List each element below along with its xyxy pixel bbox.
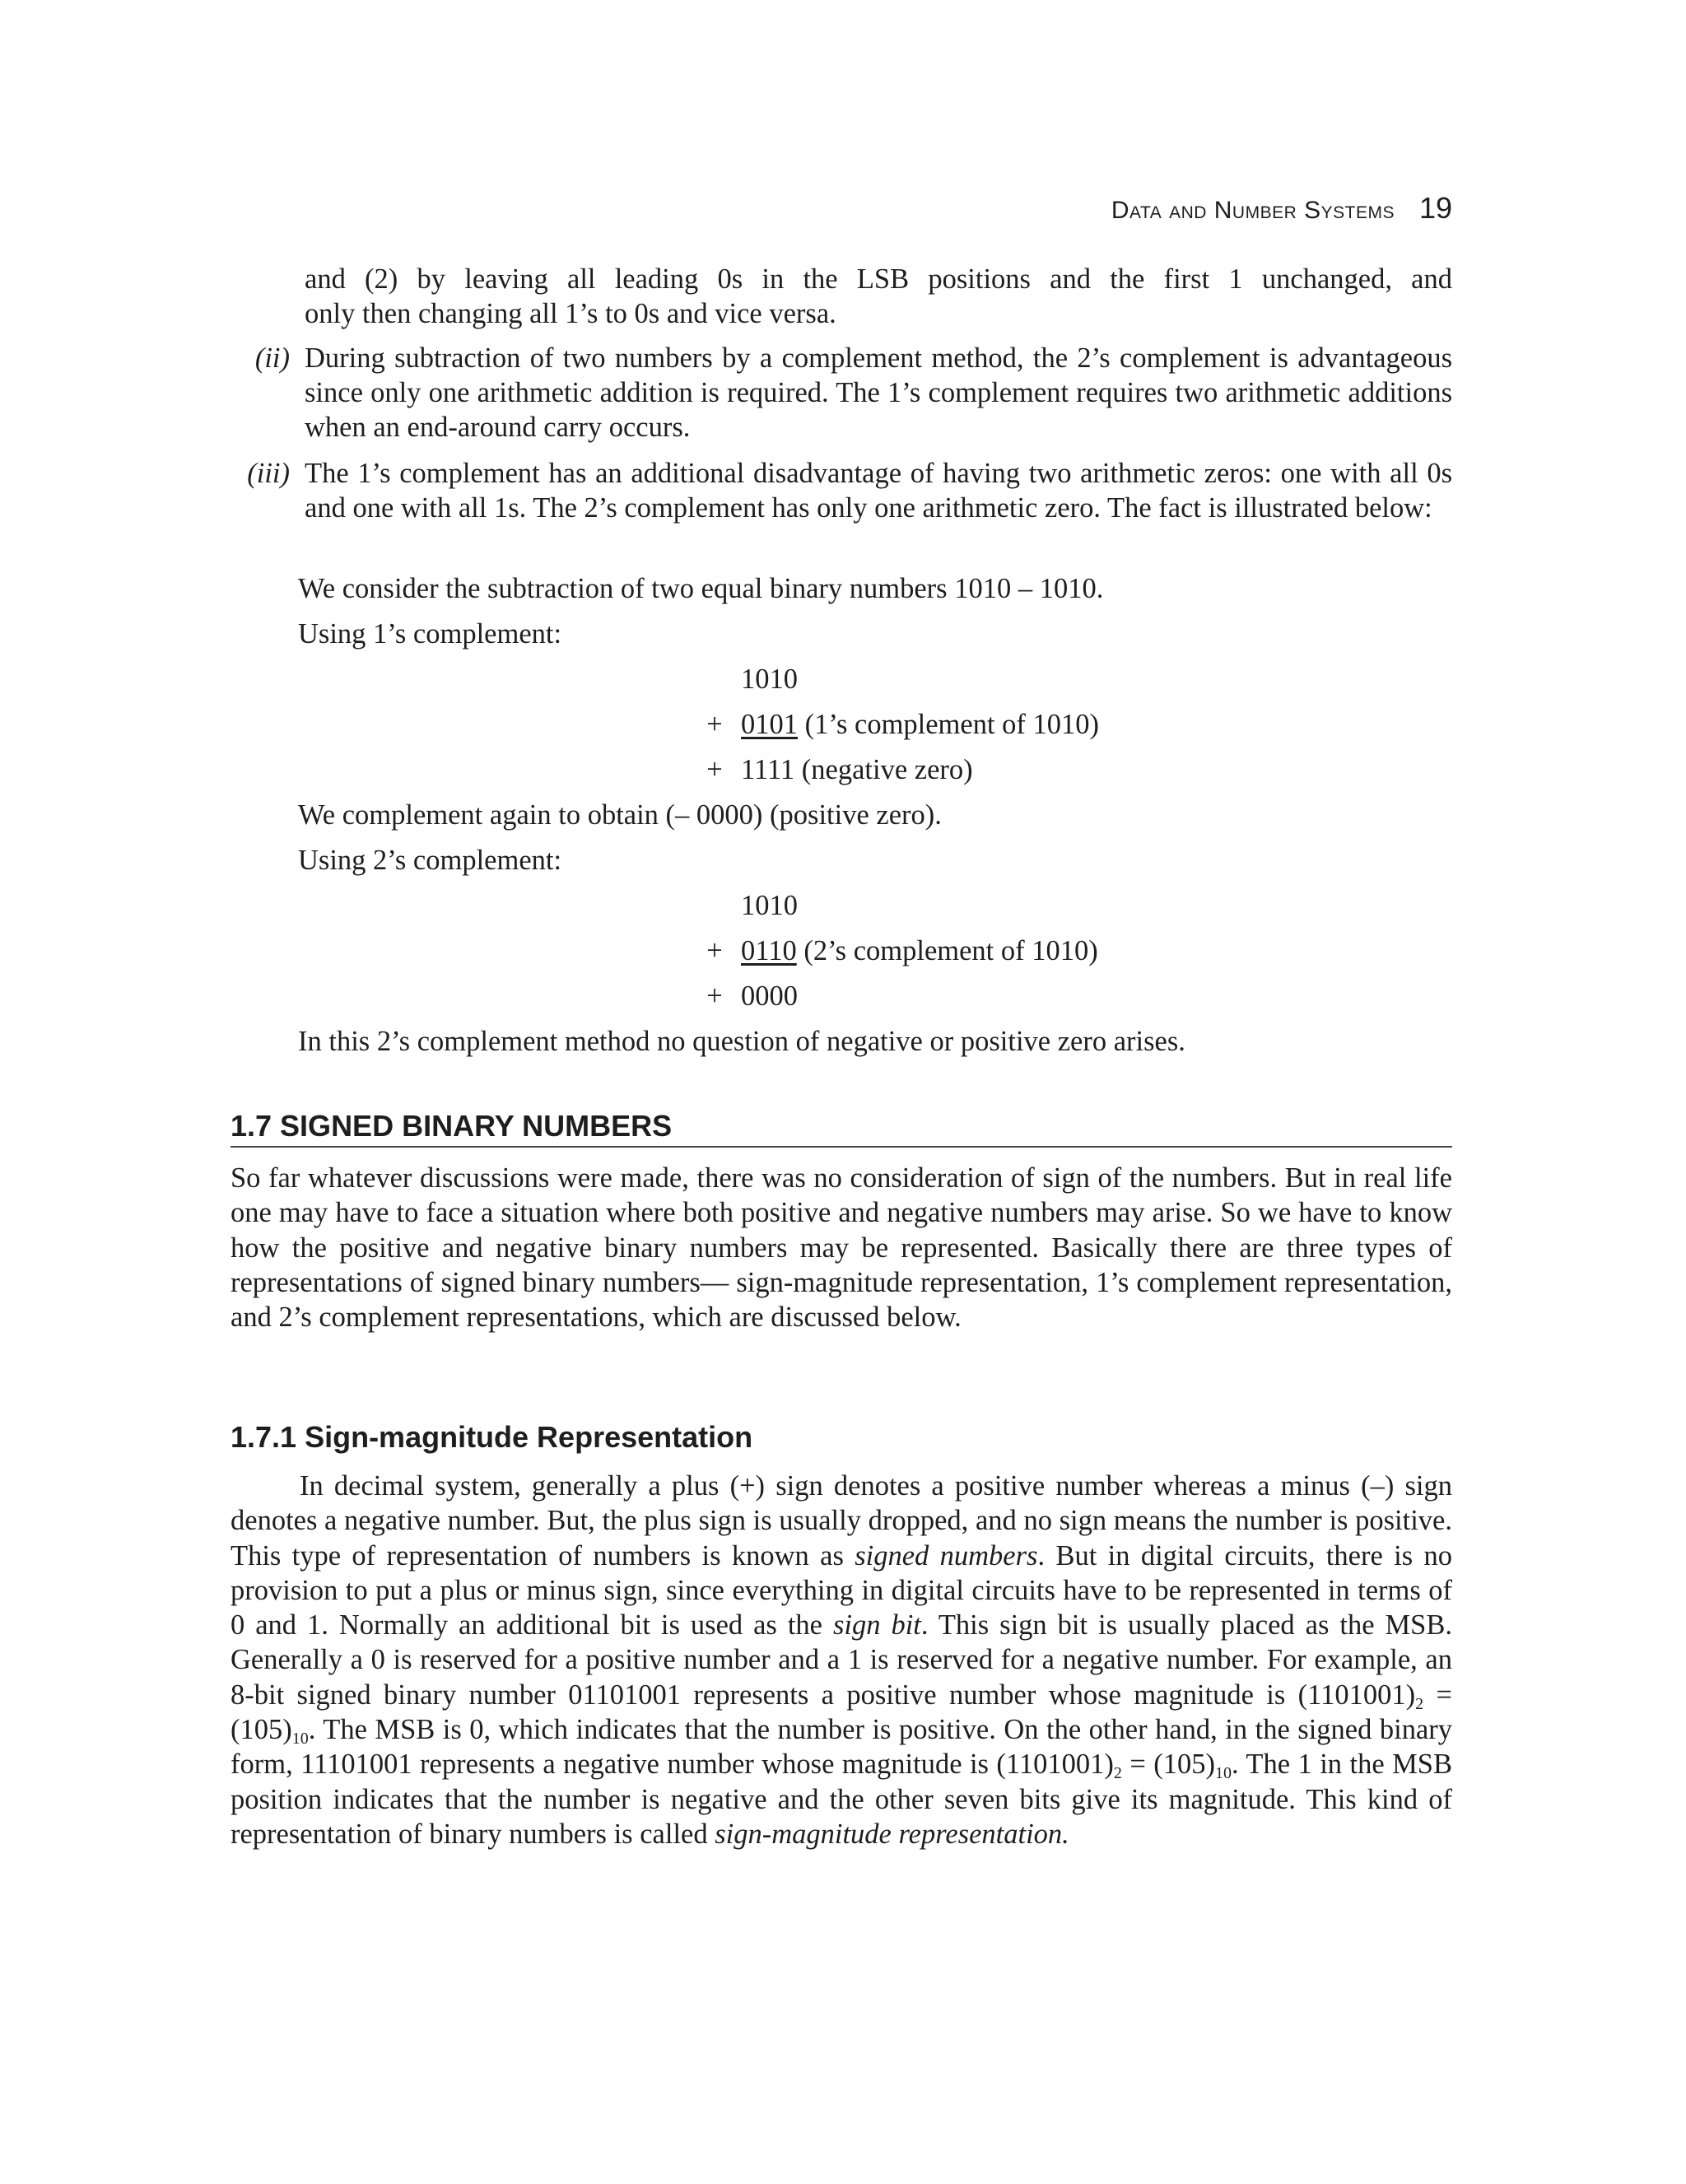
text-run: . But in digital circuits, there is no provision to put a plus or minus sign, since everything in digital circuits have to be represented in terms of 0 and 1. Normally an additional bit is used as the <box>231 1539 1453 1641</box>
section-paragraph: So far whatever discussions were made, there was no consideration of sign of the numbers. But in real life one may have to face a situation where both positive and negative numbers may arise. So we have to know how the positive and negative binary numbers may be represented. Basically there are three types of representations of signed binary numbers— sign-magnitude representation, 1’s complement representation, and 2’s complement representations, which are discussed below. <box>231 1162 1452 1334</box>
list-number: (iii) <box>247 458 290 489</box>
text-run: . The MSB is 0, which indicates that the number is positive. On the other hand, in the signed binary form, 11101001 represents a negative number whose magnitude is (1101001) <box>231 1714 1452 1781</box>
twos-line-1: 1010 <box>741 890 798 921</box>
ones-line-2 <box>741 707 1099 742</box>
twos-line-3: 0000 <box>741 980 798 1012</box>
continuation-line-2: only then changing all 1’s to 0s and vice versa. <box>305 298 836 329</box>
example-intro: We consider the subtraction of two equal binary numbers 1010 – 1010. <box>298 573 1104 604</box>
twos-complement-label: Using 2’s complement: <box>298 845 562 876</box>
ones-complement-note: (1’s complement of 1010) <box>798 709 1100 740</box>
running-title: Data and Number Systems <box>1111 197 1395 224</box>
text-run: . The 1 in the MSB position indicates that the number is negative and the other seven bits give its magnitude. This kind of representation of binary numbers is called <box>231 1749 1452 1850</box>
ones-line-1: 1010 <box>741 664 798 695</box>
emphasis-sign-magnitude-representation: sign-magnitude representation. <box>715 1818 1069 1850</box>
twos-line-2 <box>741 934 1098 968</box>
subscript-base-2: 2 <box>1415 1694 1424 1713</box>
twos-complement-note: (2’s complement of 1010) <box>796 935 1098 966</box>
example-conclusion: In this 2’s complement method no question of negative or positive zero arises. <box>298 1026 1185 1057</box>
emphasis-signed-numbers: signed numbers <box>855 1539 1038 1572</box>
ones-result: We complement again to obtain (– 0000) (positive zero). <box>298 799 942 831</box>
plus-sign: + <box>706 709 723 740</box>
list-text: During subtraction of two numbers by a complement method, the 2’s complement is advantageous since only one arithmetic addition is required. The 1’s complement requires two arithmetic additions when an end-around carry occurs. <box>305 342 1452 443</box>
ones-line-3: 1111 (negative zero) <box>741 754 973 785</box>
subsection-heading: 1.7.1 Sign-magnitude Representation <box>231 1420 753 1454</box>
subscript-base-10: 10 <box>291 1730 309 1749</box>
text-run: . This sign bit is usually placed as the MSB. Generally a 0 is reserved for a positive number and a 1 is reserved for a negative number. For example, an 8-bit signed binary number 01101001 represents a positive number whose magnitude is (1101001) <box>231 1609 1452 1711</box>
subscript-base-10: 10 <box>1214 1764 1232 1783</box>
section-heading: 1.7 SIGNED BINARY NUMBERS <box>231 1108 1452 1148</box>
continuation-line-1: and (2) by leaving all leading 0s in the LSB positions and the first 1 unchanged, and <box>305 263 1452 295</box>
list-number: (ii) <box>254 342 290 374</box>
text-run: = (105) <box>1121 1749 1215 1781</box>
ones-complement-value: 0101 <box>741 709 798 740</box>
page-number: 19 <box>1418 191 1452 225</box>
emphasis-sign-bit: sign bit <box>832 1609 921 1641</box>
subscript-base-2: 2 <box>1113 1764 1122 1783</box>
text-run: = (105) <box>231 1679 1452 1746</box>
plus-sign: + <box>706 754 723 785</box>
plus-sign: + <box>706 980 723 1012</box>
ones-complement-label: Using 1’s complement: <box>298 618 562 650</box>
running-header <box>1111 191 1452 226</box>
subsection-paragraph <box>231 1469 1452 1851</box>
text-run: In decimal system, generally a plus (+) sign denotes a positive number whereas a minus (–) sign denotes a negative number. But, the plus sign is usually dropped, and no sign means the number is positive. This type of representation of numbers is known as <box>231 1470 1452 1572</box>
plus-sign: + <box>706 935 723 966</box>
list-text: The 1’s complement has an additional disadvantage of having two arithmetic zeros: one with all 0s and one with all 1s. The 2’s complement has only one arithmetic zero. The fact is illustrated below: <box>305 458 1452 524</box>
twos-complement-value: 0110 <box>741 935 797 966</box>
